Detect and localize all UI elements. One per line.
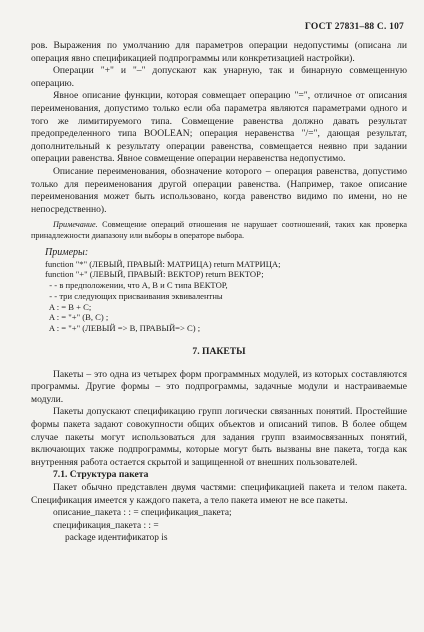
syntax-line: описание_пакета : : = спецификация_пакета; bbox=[53, 508, 232, 519]
code-line: A : = "+" (B, C) ; bbox=[45, 312, 109, 323]
paragraph: Явное описание функции, которая совмещает операцию "=", отличное от описания переименования, допустимо только если оба параметра являются параметрами одного и того же лимитируемого типа. Совмещение равенства должно давать результат предопределенного типа BOOLEAN; операция неравенства "/=", дающая результат, дополнительный к результату операции равенства, совмещается неявно при задании операции равенства. Явное совмещение операции неравенства недопустимо. bbox=[31, 90, 407, 165]
syntax-line: package идентификатор is bbox=[65, 533, 168, 544]
paragraph: ров. Выражения по умолчанию для параметров операции недопустимы (описана ли операция явно спецификацией подпрограммы или конкретизацией настройки). bbox=[31, 40, 407, 64]
paragraph: Пакет обычно представлен двумя частями: спецификацией пакета и телом пакета. Спецификация имеется у каждого пакета, а тело пакета имеют не все пакеты. bbox=[31, 482, 407, 506]
note bbox=[31, 220, 407, 241]
syntax-block bbox=[53, 507, 407, 544]
page-body bbox=[31, 40, 407, 544]
paragraph: Пакеты допускают спецификацию групп логически связанных понятий. Простейшие формы пакета задают совокупности общих объектов и описаний типов. В более общем случае пакеты могут использоваться для задания групп взаимосвязанных понятий, включающих также подпрограммы, которые могут быть вызваны вне пакета, тогда как внутренняя работа остается скрытой и защищенной от внешних пользователей. bbox=[31, 406, 407, 468]
subsection-title: 7.1. Структура пакета bbox=[53, 469, 149, 481]
code-line: A : = "+" (ЛЕВЫЙ => B, ПРАВЫЙ=> C) ; bbox=[45, 323, 201, 334]
examples-block bbox=[45, 246, 407, 335]
examples-heading: Примеры: bbox=[45, 246, 89, 258]
section-title: 7. ПАКЕТЫ bbox=[192, 346, 246, 358]
note-text: Совмещение операций отношения не нарушает соотношений, таких как проверка принадлежности диапазону или выборы в операторе выбора. bbox=[31, 220, 407, 240]
code-line: - - три следующих присваивания эквивалентны bbox=[45, 290, 223, 301]
code-line: function "+" (ЛЕВЫЙ, ПРАВЫЙ: ВЕКТОР) return ВЕКТОР; bbox=[45, 269, 264, 280]
syntax-line: спецификация_пакета : : = bbox=[53, 520, 159, 531]
paragraph: Пакеты – это одна из четырех форм программных модулей, из которых составляются программы. Другие формы – это подпрограммы, задачные модули и настраиваемые модули. bbox=[31, 368, 407, 405]
paragraph: Описание переименования, обозначение которого – операция равенства, допустимо только для переименования другой операции равенства. (Например, такое описание переименования может быть использовано, когда равенство видимо по имени, но не непосредственно). bbox=[31, 165, 407, 215]
note-label: Примечание. bbox=[53, 220, 98, 230]
paragraph: Операции "+" и "–" допускают как унарную, так и бинарную совмещенную операцию. bbox=[31, 65, 407, 89]
page-header: ГОСТ 27831–88 С. 107 bbox=[304, 22, 404, 32]
code-line: A : = B + C; bbox=[45, 301, 92, 312]
code-line: function "*" (ЛЕВЫЙ, ПРАВЫЙ: МАТРИЦА) return МАТРИЦА; bbox=[45, 258, 281, 269]
code-line: - - в предположении, что А, В и С типа ВЕКТОР, bbox=[45, 280, 228, 291]
